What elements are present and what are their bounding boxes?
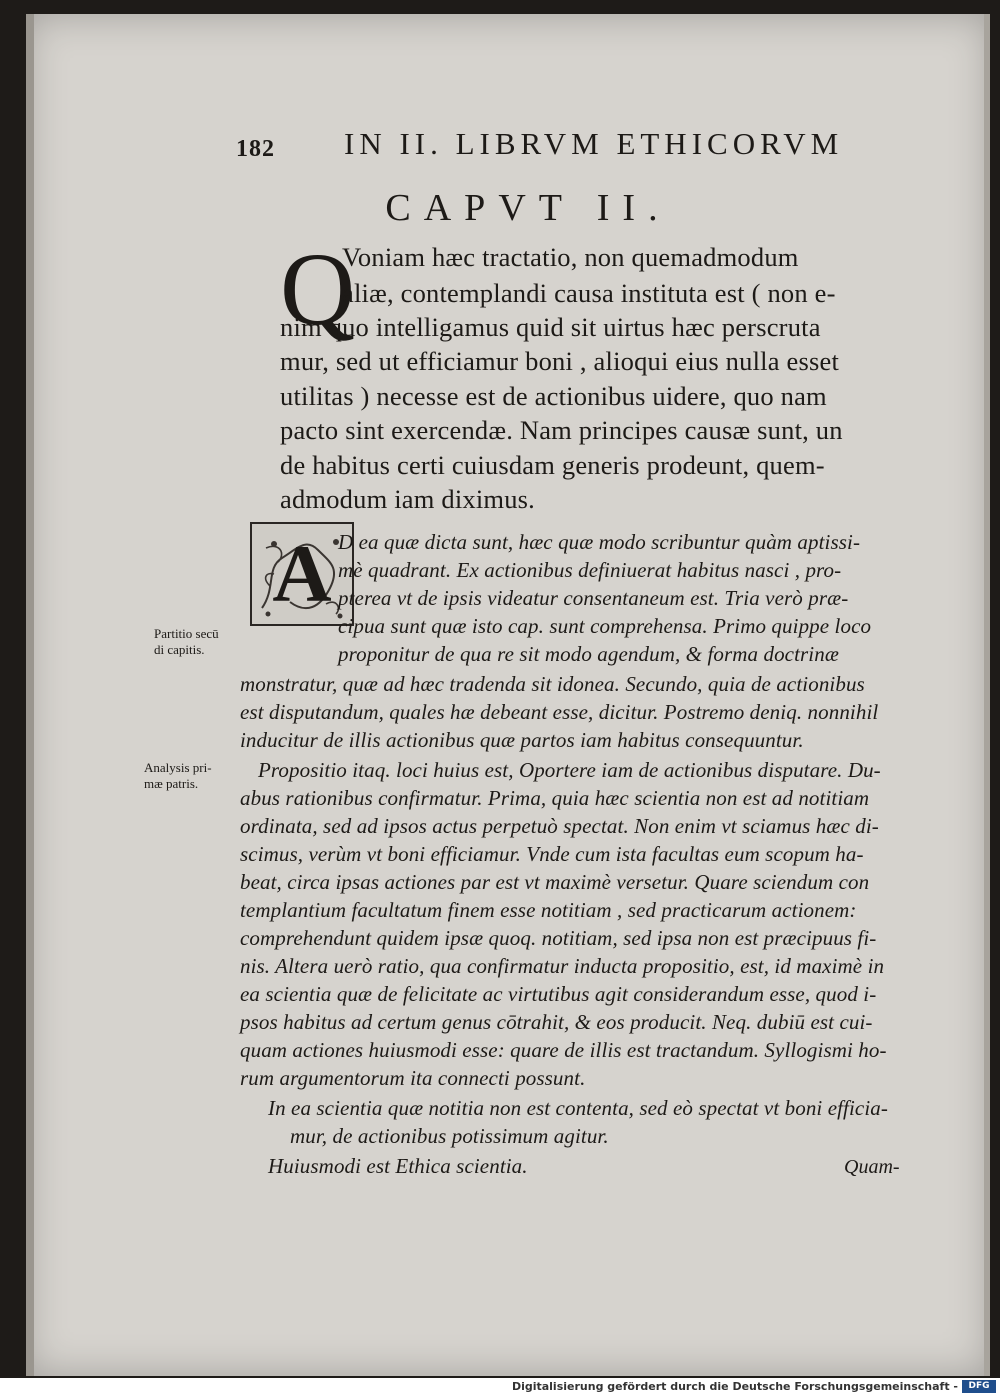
commentary-line: Huiusmodi est Ethica scientia. [268, 1154, 528, 1178]
margin-note-line: mæ patris. [144, 776, 199, 791]
commentary-line: scimus, verùm vt boni efficiamur. Vnde cum ista facultas eum scopum ha- [240, 842, 864, 866]
funding-credit: Digitalisierung gefördert durch die Deutsche Forschungsgemeinschaft - [511, 1380, 958, 1393]
commentary-line: nis. Altera uerò ratio, qua confirmatur inducta propositio, est, id maximè in [240, 954, 885, 978]
margin-note-line: di capitis. [154, 642, 205, 657]
margin-note-line: Partitio secū [154, 626, 219, 641]
commentary-line: est disputandum, quales hæ debeant esse, dicitur. Postremo deniq. nonnihil [240, 700, 879, 724]
commentary-line: quam actiones huiusmodi esse: quare de illis est tractandum. Syllogismi ho- [240, 1038, 887, 1062]
digitization-footer [0, 1378, 1000, 1396]
book-page [26, 14, 990, 1376]
main-text-line: admodum iam diximus. [280, 484, 535, 514]
commentary-line: mur, de actionibus potissimum agitur. [290, 1124, 609, 1148]
commentary-line: psos habitus ad certum genus cōtrahit, & eos producit. Neq. dubiū est cui- [240, 1010, 873, 1034]
commentary-line: abus rationibus confirmatur. Prima, quia hæc scientia non est ad notitiam [240, 786, 870, 810]
main-text-line: mur, sed ut efficiamur boni , alioqui eius nulla esset [280, 346, 840, 376]
commentary-line: ordinata, sed ad ipsos actus perpetuò spectat. Non enim vt sciamus hæc di- [240, 814, 879, 838]
commentary-line: D ea quæ dicta sunt, hæc quæ modo scribuntur quàm aptissi- [338, 530, 861, 554]
margin-note-line: Analysis pri- [144, 760, 212, 775]
commentary-line: proponitur de qua re sit modo agendum, & forma doctrinæ [338, 642, 839, 666]
running-head [26, 124, 990, 164]
commentary-line: mè quadrant. Ex actionibus definiuerat habitus nasci , pro- [338, 558, 842, 582]
catchword: Quam- [844, 1156, 900, 1178]
commentary-line: In ea scientia quæ notitia non est contenta, sed eò spectat vt boni efficia- [268, 1096, 888, 1120]
commentary-line: beat, circa ipsas actiones par est vt maximè versetur. Quare sciendum con [240, 870, 870, 894]
commentary-line: comprehendunt quidem ipsæ quoq. notitiam, sed ipsa non est præcipuus fi- [240, 926, 877, 950]
commentary-line: monstratur, quæ ad hæc tradenda sit idonea. Secundo, quia de actionibus [240, 672, 865, 696]
commentary-line: inducitur de illis actionibus quæ partos iam habitus consequuntur. [240, 728, 804, 752]
running-head-title: IN II. LIBRVM ETHICORVM [344, 126, 844, 161]
margin-note-analysis [144, 760, 212, 792]
chapter-title: CAPVT II. [385, 187, 671, 229]
commentary-initial: A [272, 528, 332, 619]
main-text-initial: Q [280, 232, 356, 347]
commentary-line: pterea vt de ipsis videatur consentaneum est. Tria verò præ- [338, 586, 849, 610]
margin-note-partitio [154, 626, 219, 658]
main-text-line: aliæ, contemplandi causa instituta est ( non e- [342, 278, 836, 308]
main-text-line: de habitus certi cuiusdam generis prodeunt, quem- [280, 450, 825, 480]
commentary-line: rum argumentorum ita connecti possunt. [240, 1066, 586, 1090]
commentary-line: templantium facultatum finem esse notitiam , sed practicarum actionem: [240, 898, 857, 922]
dfg-logo-icon: DFG [962, 1380, 996, 1393]
main-text-line: Voniam hæc tractatio, non quemadmodum [342, 242, 799, 272]
main-text-line: nim quo intelligamus quid sit uirtus hæc perscruta [280, 312, 821, 342]
commentary-line: cipua sunt quæ isto cap. sunt comprehensa. Primo quippe loco [338, 614, 872, 638]
commentary-line: ea scientia quæ de felicitate ac virtutibus agit considerandum esse, quod i- [240, 982, 877, 1006]
main-text-line: utilitas ) necesse est de actionibus uidere, quo nam [280, 381, 827, 411]
commentary-line: Propositio itaq. loci huius est, Oportere iam de actionibus disputare. Du- [258, 758, 881, 782]
page-number: 182 [236, 136, 275, 162]
main-text-line: pacto sint exercendæ. Nam principes causæ sunt, un [280, 415, 843, 445]
